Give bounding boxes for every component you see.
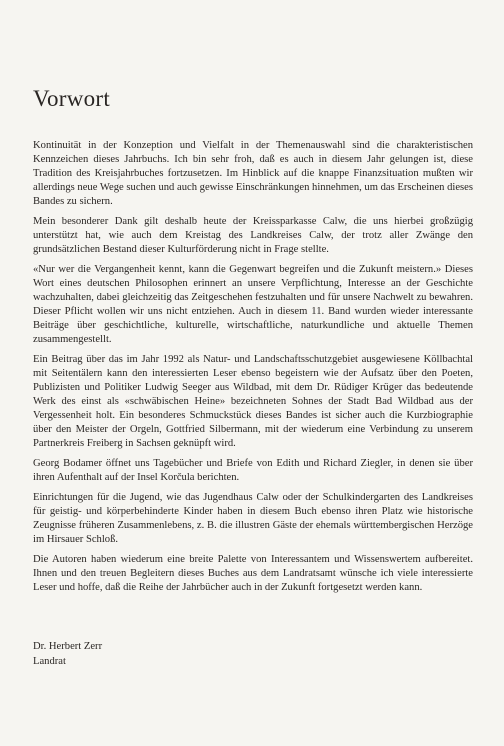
paragraph: Die Autoren haben wiederum eine breite Palette von Interessantem und Wissenswertem aufbereitet. Ihnen und den treuen Begleitern dieses Buches aus dem Landratsamt wünsche ich viele interessierte Leser und hoffe, daß die Reihe der Jahrbücher auch in der Zukunft fortgesetzt werden kann. <box>33 554 473 593</box>
signature-name: Dr. Herbert Zerr <box>33 641 103 652</box>
page-title: Vorwort <box>33 86 111 111</box>
signature-block <box>33 640 102 669</box>
paragraph: Kontinuität in der Konzeption und Vielfalt in der Themenauswahl sind die charakteristischen Kennzeichen dieses Jahrbuchs. Ich bin sehr froh, daß es auch in diesem Jahr gelungen ist, diese Tradition des Kreisjahrbuches fortzusetzen. Im Hinblick auf die knappe Finanzsituation mußten wir allerdings neue Wege suchen und auch gewisse Einschränkungen hinnehmen, um das Erscheinen dieses Bandes zu sichern. <box>33 140 473 207</box>
signature-role: Landrat <box>33 655 66 667</box>
paragraph: Georg Bodamer öffnet uns Tagebücher und Briefe von Edith und Richard Ziegler, in denen sie über ihren Aufenthalt auf der Insel Korčula berichten. <box>33 458 473 483</box>
paragraph: Mein besonderer Dank gilt deshalb heute der Kreissparkasse Calw, die uns hierbei großzügig unterstützt hat, wie auch dem Kreistag des Landkreises Calw, der trotz aller Zwänge den grundsätzlichen Bestand dieser Kulturförderung nicht in Frage stellte. <box>33 216 473 255</box>
paragraph: Einrichtungen für die Jugend, wie das Jugendhaus Calw oder der Schulkindergarten des Landkreises für geistig- und körperbehinderte Kinder haben in diesem Buch ebenso ihren Platz wie historische Zeugnisse früheren Zusammenlebens, z. B. die illustren Gäste der ehemals württembergischen Herzöge im Hirsauer Schloß. <box>33 492 473 545</box>
paragraph: «Nur wer die Vergangenheit kennt, kann die Gegenwart begreifen und die Zukunft meistern.» Dieses Wort eines deutschen Philosophen erinnert an unsere Verpflichtung, Interesse an der Geschichte wachzuhalten, dabei gleichzeitig das Zeitgeschehen festzuhalten und für unsere Nachwelt zu bewahren. Dieser Pflicht wollen wir uns nicht entziehen. Auch in diesem 11. Band wurden wieder interessante Beiträge über geschichtliche, kulturelle, wirtschaftliche, naturkundliche und aktuelle Themen zusammengestellt. <box>33 264 473 345</box>
paragraph: Ein Beitrag über das im Jahr 1992 als Natur- und Landschaftsschutzgebiet ausgewiesene Köllbachtal mit Seitentälern kann den interessierten Leser ebenso begeistern wie der Aufsatz über den Poeten, Publizisten und Politiker Ludwig Seeger aus Wildbad, mit dem Dr. Rüdiger Krüger das bedeutende Werk des einst als «schwäbischen Heine» bezeichneten Sohnes der Stadt Bad Wildbad aus der Vergessenheit holt. Ein besonderes Schmuckstück dieses Bandes ist sicher auch die Kurzbiographie über den Meister der Orgeln, Gottfried Silbermann, mit der wiederum eine Verbindung zu unserem Partnerkreis Freiberg in Sachsen geknüpft wird. <box>33 354 473 449</box>
foreword-body <box>33 139 473 601</box>
